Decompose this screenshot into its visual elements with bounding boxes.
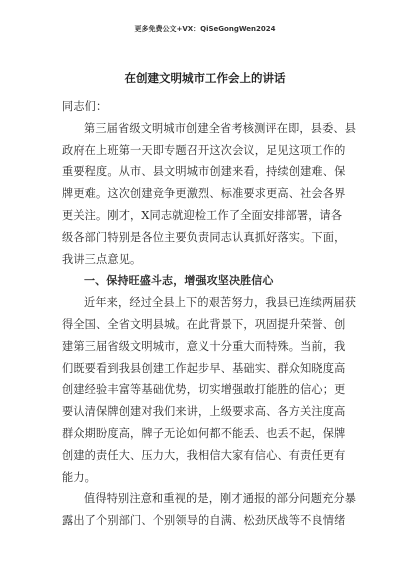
body-line: 建第三届省级文明城市，意义十分重大而特殊。当前，我 xyxy=(62,339,346,353)
body-line: 更关注。刚才，X同志就迎检工作了全面安排部署，请各 xyxy=(62,208,343,222)
body-line: 群众期盼度高，牌子无论如何都不能丢、也丢不起，保牌 xyxy=(62,426,346,440)
body-line: 创建的责任大、压力大，我相信大家有信心、有责任更有 xyxy=(62,448,346,462)
body-line: 我讲三点意见。 xyxy=(62,252,142,266)
body-line: 牌更难。这次创建竞争更激烈、标准要求更高、社会各界 xyxy=(62,187,346,201)
body-line: 重要程度。从市、县文明城市创建来看，持续创建难、保 xyxy=(62,165,346,179)
body-line: 近年来，经过全县上下的艰苦努力，我县已连续两届获 xyxy=(84,296,357,310)
body-line: 创建经验丰富等基础优势，切实增强敢打能胜的信心；更 xyxy=(62,383,346,397)
body-line: 级各部门特别是各位主要负责同志认真抓好落实。下面， xyxy=(62,230,346,244)
document-body xyxy=(62,96,357,532)
body-line: 政府在上班第一天即专题召开这次会议，足见这项工作的 xyxy=(62,143,346,157)
body-line: 得全国、全省文明县城。在此背景下，巩固提升荣誉、创 xyxy=(62,317,346,331)
body-line: 要认清保牌创建对我们来讲，上级要求高、各方关注度高 xyxy=(62,405,346,419)
body-line: 第三届省级文明城市创建全省考核测评在即，县委、县 xyxy=(84,121,357,135)
body-line: 露出了个别部门、个别领导的自满、松劲厌战等不良情绪 xyxy=(62,514,346,528)
section-heading: 一、保持旺盛斗志，增强攻坚决胜信心 xyxy=(84,274,274,288)
body-line: 能力。 xyxy=(62,470,97,484)
header-note: 更多免费公文+VX：QiSeGongWen2024 xyxy=(134,25,276,33)
greeting: 同志们： xyxy=(62,100,108,113)
body-line: 值得特别注意和重视的是，刚才通报的部分问题充分暴 xyxy=(84,492,357,506)
body-line: 们既要看到我县创建工作起步早、基础实、群众知晓度高 xyxy=(62,361,346,375)
document-title: 在创建文明城市工作会上的讲话 xyxy=(124,71,286,85)
